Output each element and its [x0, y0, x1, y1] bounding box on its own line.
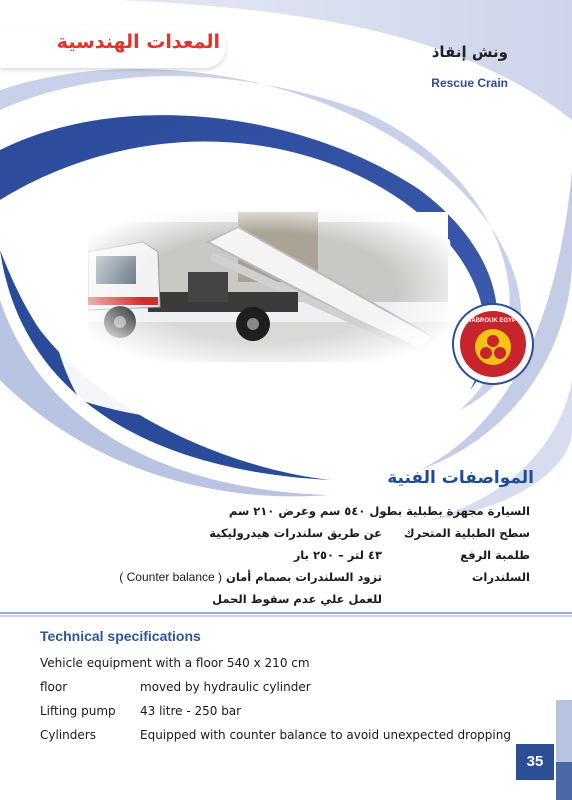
spec-ar-label-4: السلندرات	[471, 570, 530, 584]
spec-ar-label-2: سطح الطبلية المتحرك	[404, 526, 530, 540]
spec-ar-value-1: عن طريق سلندرات هيدروليكية	[209, 526, 382, 540]
specs-heading-ar: المواصفات الفنية	[387, 468, 534, 488]
spec-en-row	[40, 728, 511, 742]
product-title-ar: ونش إنقاذ	[431, 43, 508, 61]
product-title-en: Rescue Crain	[431, 76, 508, 90]
spec-en-label: Cylinders	[40, 728, 96, 742]
spec-ar-value-3: تزود السلندرات بصمام أمان	[226, 570, 382, 584]
section-divider	[0, 610, 572, 620]
spec-ar-label-3: طلمبة الرفع	[460, 548, 530, 562]
spec-en-value: 43 litre - 250 bar	[140, 704, 242, 718]
section-title: المعدات الهندسية	[56, 31, 220, 53]
spec-en-row	[40, 704, 241, 718]
spec-ar-value-2: ٤٣ لتر – ٢٥٠ بار	[293, 548, 382, 562]
spec-en-label: floor	[40, 680, 68, 694]
spec-en-row	[40, 680, 311, 694]
specs-heading-en: Technical specifications	[40, 628, 201, 644]
logo-text: MABROUK EGYPT	[466, 318, 520, 324]
specs-values-ar	[82, 500, 382, 610]
company-logo	[452, 303, 534, 385]
spec-en-label: Lifting pump	[40, 704, 116, 718]
page-corner-accent	[556, 762, 572, 800]
spec-en-value: Equipped with counter balance to avoid unexpected dropping	[140, 728, 511, 742]
rescue-truck-image	[88, 212, 448, 362]
spec-ar-value-4: للعمل علي عدم سقوط الحمل	[212, 592, 382, 606]
spec-en-value: moved by hydraulic cylinder	[140, 680, 311, 694]
counter-balance-note: ( Counter balance )	[119, 570, 223, 584]
spec-ar-label-1: السيارة مجهزة بطبلية بطول ٥٤٠ سم وعرض ٢١٠ سم	[228, 504, 530, 518]
page-number: 35	[516, 744, 554, 780]
spec-en-vehicle: Vehicle equipment with a floor 540 x 210 cm	[40, 656, 310, 670]
